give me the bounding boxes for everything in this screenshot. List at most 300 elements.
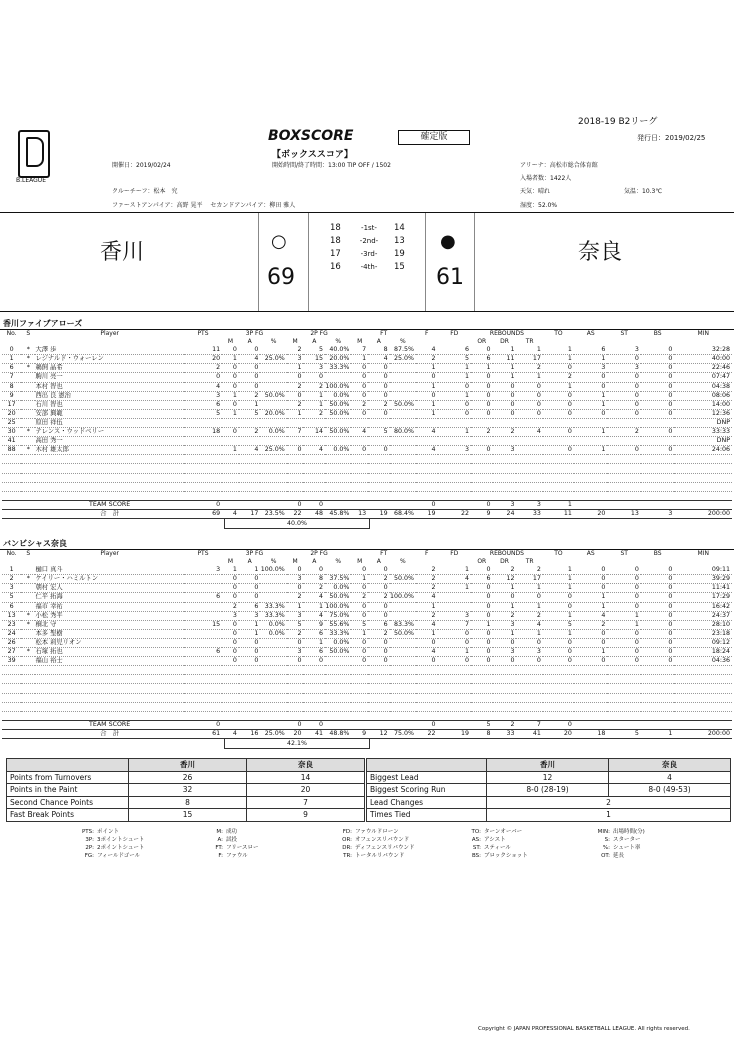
stat-cell: 1 [303, 602, 325, 611]
empty-cell [674, 711, 732, 720]
stat-cell: 0 [543, 648, 574, 657]
stat-cell [607, 500, 641, 509]
stat-cell: 2 [303, 409, 325, 418]
empty-cell [260, 693, 286, 702]
stat-cell: 5 [184, 409, 222, 418]
stat-cell: 87.5% [390, 346, 416, 355]
player-number: 8 [2, 382, 21, 391]
stat-cell: 1 [516, 373, 542, 382]
stat-cell: 0 [607, 648, 641, 657]
col-pts: PTS [197, 550, 209, 557]
stat-cell: 2 [416, 566, 438, 575]
stat-cell [260, 418, 286, 427]
stat-cell: 50.0% [325, 428, 351, 437]
stat-cell: 7 [351, 346, 368, 355]
empty-cell [260, 702, 286, 711]
header-row [2, 550, 732, 558]
stat-cell: 0 [574, 409, 608, 418]
col-m: M [357, 558, 363, 566]
stat-cell: 0 [368, 602, 390, 611]
empty-cell [2, 455, 21, 464]
stat-cell: 2 [222, 602, 239, 611]
empty-cell [390, 702, 416, 711]
empty-cell [2, 675, 21, 684]
stat-cell [222, 500, 239, 509]
stat-cell: 0 [287, 391, 304, 400]
stat-cell: 1 [543, 346, 574, 355]
stat-cell: 4 [416, 620, 438, 629]
empty-row [2, 684, 732, 693]
legend-abbr: S: [604, 837, 610, 843]
empty-row [2, 473, 732, 482]
empty-cell [368, 491, 390, 500]
stat-cell: 1 [543, 611, 574, 620]
empty-cell [390, 464, 416, 473]
stat-cell [641, 666, 675, 675]
empty-cell [325, 482, 351, 491]
legend-row [72, 828, 717, 836]
stat-cell [438, 418, 472, 427]
stat-cell: 0 [184, 720, 222, 729]
empty-cell [493, 702, 517, 711]
stat-cell: 2 [287, 593, 304, 602]
empty-cell [641, 693, 675, 702]
stat-cell: 2 [574, 620, 608, 629]
player-row [2, 364, 732, 373]
player-row [2, 602, 732, 611]
stat-cell: 0 [471, 346, 493, 355]
empty-cell [260, 464, 286, 473]
stat-cell: 1 [574, 602, 608, 611]
empty-cell [607, 684, 641, 693]
total-cell: 3 [641, 509, 675, 518]
stat-cell: 0 [184, 500, 222, 509]
empty-cell [239, 455, 261, 464]
stat-cell [260, 584, 286, 593]
empty-cell [287, 693, 304, 702]
stat-cell: DNP [674, 418, 732, 427]
empty-cell [574, 711, 608, 720]
stat-cell [260, 382, 286, 391]
empty-cell [239, 473, 261, 482]
stat-cell: 0 [287, 446, 304, 455]
stat-cell: 2 [493, 428, 517, 437]
stat-cell: 0.0% [325, 391, 351, 400]
blank [543, 558, 574, 566]
stat-cell [239, 418, 261, 427]
legend-abbr: 2P: [85, 845, 94, 851]
empty-cell [471, 675, 493, 684]
stat-cell: 1 [438, 584, 472, 593]
stat-cell: 0 [607, 584, 641, 593]
stat-cell: 04:36 [674, 657, 732, 666]
blank [2, 500, 21, 509]
stat-cell: * [21, 446, 35, 455]
stat-cell: 100.0% [260, 566, 285, 574]
stat-cell: 0 [493, 409, 517, 418]
stat-cell: 0 [287, 566, 304, 575]
stat-cell [260, 593, 286, 602]
blank [438, 558, 472, 566]
player-number: 17 [2, 400, 21, 409]
stat-cell: 14:00 [674, 400, 732, 409]
stat-cell: 37.5% [325, 575, 351, 584]
stat-cell: 18 [184, 428, 222, 437]
stat-cell [471, 418, 493, 427]
stat-cell: 1 [607, 611, 641, 620]
stat-cell: 0 [471, 648, 493, 657]
stat-cell: 4 [416, 346, 438, 355]
stat-cell [21, 666, 35, 675]
stat-cell: 3 [438, 446, 472, 455]
empty-cell [607, 455, 641, 464]
stat-cell: 3 [287, 355, 304, 364]
total-cell: 200:00 [674, 509, 732, 518]
player-number: 7 [2, 373, 21, 382]
empty-cell [35, 491, 183, 500]
stat-cell: 0 [239, 346, 261, 355]
stat-cell: 0 [641, 611, 675, 620]
stat-cell [21, 566, 35, 575]
player-number: 41 [2, 437, 21, 446]
empty-cell [2, 473, 21, 482]
stat-cell: 0 [543, 446, 574, 455]
player-name: 木村 雄太郎 [35, 446, 183, 455]
total-cell: 75.0% [390, 729, 416, 738]
col-or: OR [477, 338, 487, 346]
empty-cell [471, 473, 493, 482]
player-name: 小松 秀平 [35, 611, 183, 620]
empty-cell [287, 675, 304, 684]
empty-cell [351, 455, 368, 464]
empty-cell [368, 684, 390, 693]
col-or: OR [477, 558, 487, 566]
stat-cell: 0 [222, 346, 239, 355]
empty-cell [641, 711, 675, 720]
blank [2, 509, 21, 518]
empty-cell [260, 482, 286, 491]
stat-cell: 17 [516, 575, 542, 584]
total-cell: 16 [239, 729, 261, 738]
quarter-row: 18 -1st- 14 [330, 223, 405, 234]
stat-cell [184, 575, 222, 584]
stat-cell: 0.0% [260, 629, 286, 638]
legend-abbr: 3P: [85, 837, 94, 843]
stat-cell: 5 [303, 346, 325, 355]
stat-cell [390, 373, 416, 382]
player-row [2, 437, 732, 446]
stat-cell [438, 593, 472, 602]
summary-left-table: 香川 奈良 Points from Turnovers 26 14 Points in the Paint 32 20 Second Chance Points 8 7 Fast Break Points 15 9 [6, 758, 365, 822]
stat-cell: 0 [471, 446, 493, 455]
stat-cell: 0 [543, 657, 574, 666]
stat-cell: 0 [493, 391, 517, 400]
empty-cell [390, 455, 416, 464]
empty-cell [543, 464, 574, 473]
player-row [2, 346, 732, 355]
stat-cell: 0 [368, 382, 390, 391]
blank [21, 338, 35, 346]
stat-cell: 3 [607, 346, 641, 355]
legend-desc: ファウルドローン [355, 829, 399, 835]
stat-cell: 1 [303, 638, 325, 647]
empty-cell [438, 473, 472, 482]
player-name: 高田 秀一 [35, 437, 183, 446]
stat-cell: 20.0% [325, 355, 351, 364]
empty-cell [674, 684, 732, 693]
empty-cell [607, 693, 641, 702]
team-name-heading: 香川ファイブアローズ [0, 318, 734, 330]
stat-cell [239, 437, 261, 446]
empty-cell [184, 473, 222, 482]
stat-cell [184, 418, 222, 427]
empty-cell [303, 711, 325, 720]
stat-cell: 8 [368, 346, 390, 355]
stat-cell: 0 [438, 638, 472, 647]
stat-cell: 0 [287, 500, 304, 509]
stat-cell: 0 [222, 400, 239, 409]
empty-cell [471, 684, 493, 693]
stat-cell: 2 [543, 373, 574, 382]
empty-cell [184, 711, 222, 720]
legend-desc: ファウル [226, 853, 248, 859]
stat-cell: 0 [368, 391, 390, 400]
empty-cell [674, 455, 732, 464]
col-player: Player [100, 550, 119, 557]
stat-cell: 0 [543, 391, 574, 400]
stat-cell: 32:28 [674, 346, 732, 355]
stat-cell: 0 [574, 629, 608, 638]
stat-cell: 1 [416, 629, 438, 638]
player-name: 石塚 拓也 [35, 648, 183, 657]
empty-cell [239, 491, 261, 500]
player-number: 20 [2, 409, 21, 418]
player-row [2, 373, 732, 382]
empty-cell [543, 711, 574, 720]
empty-row [2, 455, 732, 464]
stat-cell: 0 [516, 657, 542, 666]
stat-cell: 1 [222, 391, 239, 400]
empty-cell [351, 675, 368, 684]
stat-cell: 0 [416, 657, 438, 666]
empty-cell [35, 693, 183, 702]
col-a: A [312, 558, 317, 566]
crew-chief: クルーチーフ：松本 究 [112, 188, 178, 195]
stat-cell [184, 638, 222, 647]
empty-cell [2, 491, 21, 500]
empty-cell [184, 684, 222, 693]
stat-cell: 39:29 [674, 575, 732, 584]
player-name: 安部 興範 [35, 409, 183, 418]
empty-row [2, 702, 732, 711]
stat-cell [471, 666, 493, 675]
stat-cell: 0 [516, 382, 542, 391]
empty-cell [260, 491, 286, 500]
legend-desc: ポイント [97, 829, 120, 835]
stat-cell: 0 [351, 391, 368, 400]
empty-cell [471, 491, 493, 500]
stat-cell: 50.0% [325, 409, 351, 418]
stat-cell: 0 [239, 584, 261, 593]
blank [574, 338, 608, 346]
stat-cell: 0 [239, 382, 261, 391]
empty-cell [543, 482, 574, 491]
player-number: 24 [2, 629, 21, 638]
empty-cell [2, 684, 21, 693]
player-row [2, 575, 732, 584]
empty-cell [471, 482, 493, 491]
stat-cell [222, 418, 239, 427]
player-name [35, 666, 183, 675]
issued-date: 発行日：2019/02/25 [637, 134, 706, 142]
empty-cell [287, 491, 304, 500]
empty-cell [222, 482, 239, 491]
empty-cell [21, 684, 35, 693]
stat-cell: 1 [416, 602, 438, 611]
stat-cell: 0 [239, 638, 261, 647]
empty-cell [287, 711, 304, 720]
legend-abbr: FT: [215, 845, 223, 851]
empty-cell [493, 711, 517, 720]
empty-cell [641, 675, 675, 684]
empty-cell [471, 464, 493, 473]
col-pct: % [399, 558, 406, 566]
stat-cell: 0 [368, 373, 390, 382]
stat-cell: 0 [287, 720, 304, 729]
page-title-jp: 【ボックススコア】 [272, 150, 353, 160]
col-pct: % [270, 558, 277, 566]
col-ft: FT [380, 330, 388, 337]
stat-cell: 0 [222, 620, 239, 629]
blank [543, 338, 574, 346]
stat-cell: 0 [222, 657, 239, 666]
stat-cell: 1 [438, 391, 472, 400]
total-cell: 23.5% [260, 509, 286, 518]
stat-cell: 0.0% [260, 428, 286, 437]
stat-cell: 14 [303, 428, 325, 437]
empty-cell [351, 464, 368, 473]
total-cell: 19 [416, 509, 438, 518]
blank [607, 338, 641, 346]
game-time: 開始時間/終了時間：13:00 TIP OFF / 1502 [272, 162, 391, 169]
stat-cell: 6 [438, 346, 472, 355]
empty-cell [438, 684, 472, 693]
col-ft: FT [380, 550, 388, 557]
stat-cell: 11 [184, 346, 222, 355]
stat-cell: 0 [438, 629, 472, 638]
stat-cell: 3 [607, 364, 641, 373]
empty-cell [390, 675, 416, 684]
subheader-row [2, 338, 732, 346]
stat-cell: 23:18 [674, 629, 732, 638]
blank [21, 558, 35, 566]
stat-cell: 2 [416, 611, 438, 620]
total-cell: 8 [471, 729, 493, 738]
legend-desc: 延長 [613, 853, 625, 859]
stat-cell: 6 [184, 648, 222, 657]
stat-cell [390, 638, 416, 647]
stat-cell: 0 [471, 373, 493, 382]
empty-cell [574, 464, 608, 473]
stat-cell: 07:47 [674, 373, 732, 382]
stat-cell: 50.0% [325, 648, 351, 657]
stat-cell: 0 [493, 638, 517, 647]
player-number: 2 [2, 575, 21, 584]
stat-cell: 08:06 [674, 391, 732, 400]
stat-cell: 1 [222, 409, 239, 418]
empty-cell [35, 455, 183, 464]
empty-cell [21, 711, 35, 720]
stat-cell: 0 [641, 566, 675, 575]
stat-cell: 55.6% [325, 620, 351, 629]
total-cell: 33 [516, 509, 542, 518]
legend-abbr: ST: [472, 845, 481, 851]
legend-abbr: DR: [342, 845, 352, 851]
empty-cell [438, 464, 472, 473]
stat-cell: 28:10 [674, 620, 732, 629]
stat-cell [390, 418, 416, 427]
stat-cell [184, 629, 222, 638]
stat-cell: 1 [543, 382, 574, 391]
stat-cell [184, 584, 222, 593]
stat-cell [493, 666, 517, 675]
stat-cell: 3 [303, 364, 325, 373]
stat-cell: 25.0% [260, 446, 286, 455]
stat-cell [260, 373, 286, 382]
stat-cell: 33:33 [674, 428, 732, 437]
empty-cell [390, 693, 416, 702]
empty-cell [287, 455, 304, 464]
stat-cell [641, 437, 675, 446]
away-total: 61 [436, 265, 464, 290]
stat-cell: 6 [303, 629, 325, 638]
legend-abbr: TR: [343, 853, 352, 859]
stat-cell [184, 611, 222, 620]
quarter-row: 18 -2nd- 13 [330, 236, 405, 247]
stat-cell: 40.0% [325, 346, 351, 355]
col-a: A [247, 338, 252, 346]
blank [416, 338, 438, 346]
blank [21, 720, 35, 729]
stat-cell: 0 [641, 364, 675, 373]
empty-cell [239, 464, 261, 473]
blank [184, 558, 222, 566]
stat-cell: 0 [351, 566, 368, 575]
player-number: 88 [2, 446, 21, 455]
stat-cell: 6 [574, 346, 608, 355]
team-score-label: TEAM SCORE [35, 500, 183, 509]
stat-cell [641, 500, 675, 509]
stat-cell [21, 400, 35, 409]
stat-cell: 100.0% [325, 382, 350, 390]
player-row [2, 566, 732, 575]
stat-cell: 0 [574, 657, 608, 666]
empty-cell [641, 464, 675, 473]
stat-cell: 4 [239, 446, 261, 455]
stat-cell: 0 [641, 428, 675, 437]
player-name: 大澤 歩 [35, 346, 183, 355]
empty-cell [368, 455, 390, 464]
stat-cell: 1 [607, 620, 641, 629]
stat-cell: 0 [641, 391, 675, 400]
empty-cell [21, 702, 35, 711]
stat-cell: 2 [416, 355, 438, 364]
stat-cell: 0 [574, 638, 608, 647]
stat-cell: 4 [516, 428, 542, 437]
player-row [2, 418, 732, 427]
stat-cell [390, 566, 416, 575]
stat-cell [390, 437, 416, 446]
